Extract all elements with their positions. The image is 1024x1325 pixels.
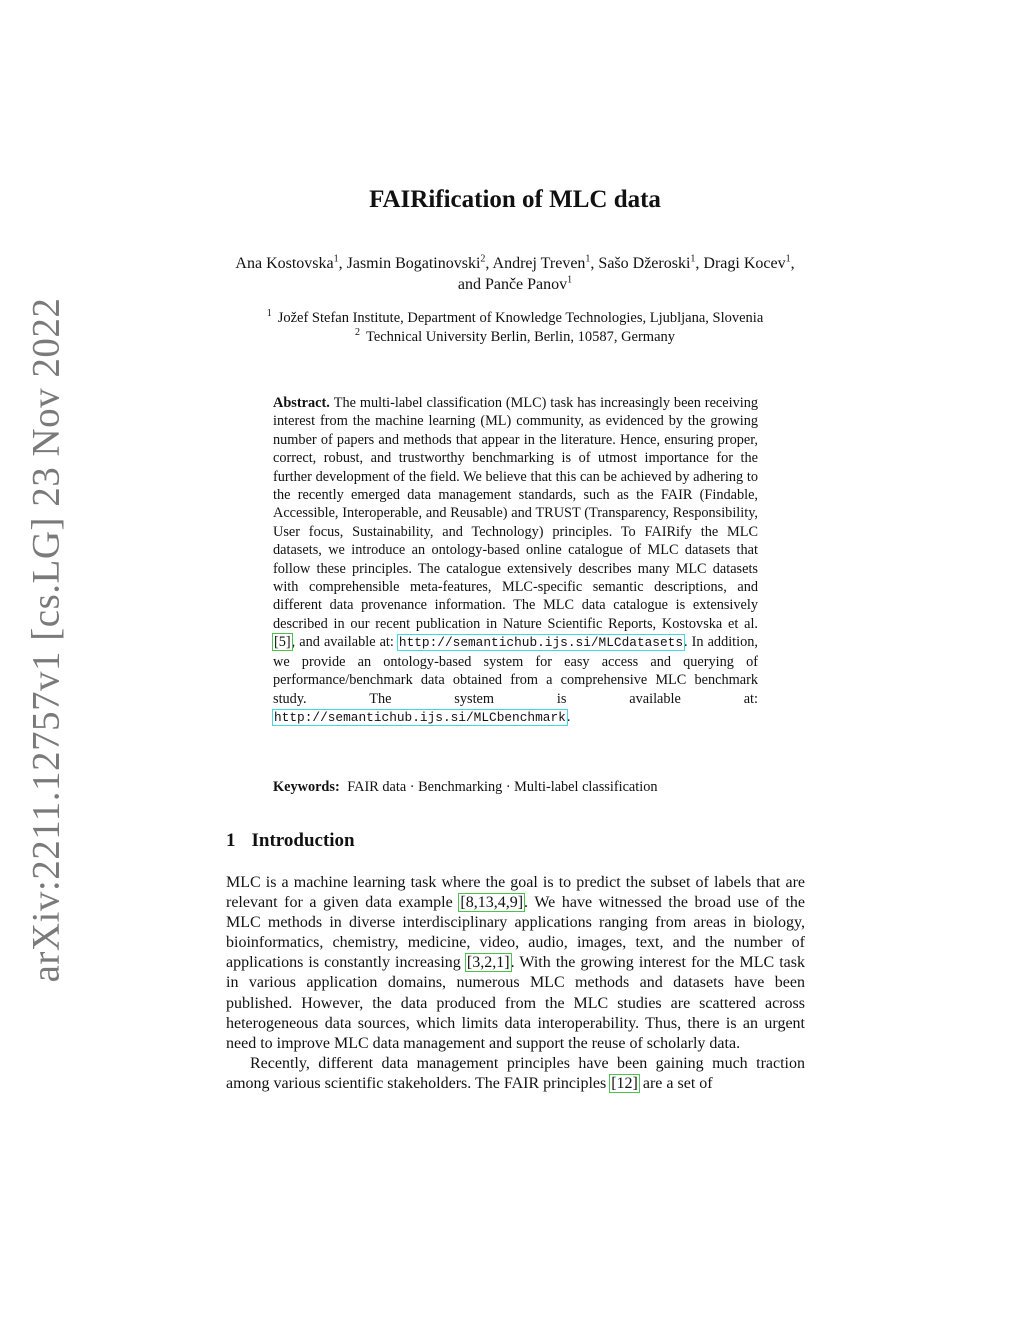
keywords-line bbox=[273, 779, 758, 796]
affiliation-line bbox=[224, 309, 806, 328]
author-name: Dragi Kocev bbox=[703, 255, 786, 272]
body-text: are a set of bbox=[642, 1074, 713, 1092]
author-name: Ana Kostovska bbox=[235, 255, 334, 272]
affiliation-line bbox=[224, 328, 806, 347]
body-text: MLC is a machine learning task where the goal is to predict the subset of labels that are relevant for a given data example bbox=[226, 874, 805, 912]
mlc-benchmark-url-link[interactable]: http://semantichub.ijs.si/MLCbenchmark bbox=[274, 709, 566, 725]
affiliation-text: Jožef Stefan Institute, Department of Knowledge Technologies, Ljubljana, Slovenia bbox=[277, 310, 764, 326]
citation-link[interactable]: [8,13,4,9] bbox=[460, 894, 524, 912]
paper-title: FAIRification of MLC data bbox=[369, 186, 661, 213]
body-text: Recently, different data management principles have been gaining much traction among various scientific stakeholders. The FAIR principles bbox=[226, 1054, 805, 1092]
abstract-text: , and available at: bbox=[291, 634, 394, 651]
author-affiliation-mark: 1 bbox=[585, 253, 591, 265]
body-text: . With the growing interest for the MLC task in various application domains, numerous MLC methods and datasets have been published. However, the data produced from the MLC studies are scattered across heterogeneous data sources, which limits data interoperability. Thus, there is an urgent need to improve MLC data management and support the reuse of scholarly data. bbox=[226, 954, 806, 1052]
arxiv-identifier-sidebar: arXiv:2211.12757v1 [cs.LG] 23 Nov 2022 bbox=[24, 297, 68, 983]
body-text: . We have witnessed the broad use of the MLC methods in diverse interdisciplinary applications ranging from areas in biology, bioinformatics, chemistry, medicine, video, audio, images, text, and the number of applications is constantly increasing bbox=[226, 894, 806, 972]
citation-link[interactable]: [3,2,1] bbox=[466, 954, 510, 972]
mlc-datasets-url-link[interactable]: http://semantichub.ijs.si/MLCdatasets bbox=[398, 635, 684, 651]
author-name: Andrej Treven bbox=[492, 255, 586, 272]
author-conjunction: and bbox=[457, 276, 481, 293]
author-affiliation-mark: 1 bbox=[785, 253, 791, 265]
author-affiliation-mark: 1 bbox=[690, 253, 696, 265]
abstract-paragraph bbox=[273, 394, 758, 727]
abstract-block bbox=[273, 394, 758, 727]
keywords-text: FAIR data · Benchmarking · Multi-label classification bbox=[347, 779, 658, 795]
author-affiliation-mark: 1 bbox=[333, 253, 339, 265]
section-title: Introduction bbox=[251, 830, 355, 851]
affiliation-number: 2 bbox=[354, 327, 360, 339]
author-affiliation-mark: 2 bbox=[480, 253, 486, 265]
section-number: 1 bbox=[226, 830, 236, 851]
section-heading bbox=[226, 830, 355, 852]
author-list: Ana Kostovska$^1$, Jasmin Bogatinovski$^2$, Andrej Treven$^1$, Sašo Džeroski$^1$, Dragi Kocev$^1$, and Panče Panov$^1$ bbox=[235, 253, 795, 293]
body-paragraph bbox=[226, 1054, 805, 1094]
citation-link[interactable]: [12] bbox=[611, 1074, 638, 1092]
affiliation-list bbox=[224, 309, 806, 347]
body-paragraph bbox=[226, 873, 805, 1054]
author-affiliation-mark: 1 bbox=[567, 274, 573, 286]
author-name: Panče Panov bbox=[484, 276, 568, 293]
affiliation-number: 1 bbox=[266, 308, 272, 320]
abstract-label: Abstract. bbox=[273, 395, 330, 411]
abstract-text: The multi-label classification (MLC) task has increasingly been receiving interest from the machine learning (ML) community, as evidenced by the growing number of papers and methods that appear in the literature. Hence, ensuring proper, correct, robust, and trustworthy benchmarking is of utmost importance for the further development of the field. We believe that this can be achieved by adhering to the recently emerged data management standards, such as the FAIR (Findable, Accessible, Interoperable, and Reusable) and TRUST (Transparency, Responsibility, User focus, Sustainability, and Technology) principles. To FAIRify the MLC datasets, we introduce an ontology-based online catalogue of MLC datasets that follow these principles. The catalogue extensively describes many MLC datasets with comprehensible meta-features, MLC-specific semantic descriptions, and different data provenance information. The MLC data catalogue is extensively described in our recent publication in Nature Scientific Reports, Kostovska et al. bbox=[273, 395, 758, 632]
citation-link[interactable]: [5] bbox=[274, 634, 291, 651]
author-name: Sašo Džeroski bbox=[598, 255, 691, 272]
abstract-text: . bbox=[566, 708, 571, 725]
keywords-label: Keywords: bbox=[273, 779, 340, 795]
author-name: Jasmin Bogatinovski bbox=[346, 255, 481, 272]
abstract-text: . In addition, we provide an ontology-based system for easy access and querying of performance/benchmark data obtained from a comprehensive MLC benchmark study. The system is available at: bbox=[273, 634, 758, 707]
introduction-body bbox=[226, 873, 805, 1094]
affiliation-text: Technical University Berlin, Berlin, 10587, Germany bbox=[365, 329, 676, 345]
